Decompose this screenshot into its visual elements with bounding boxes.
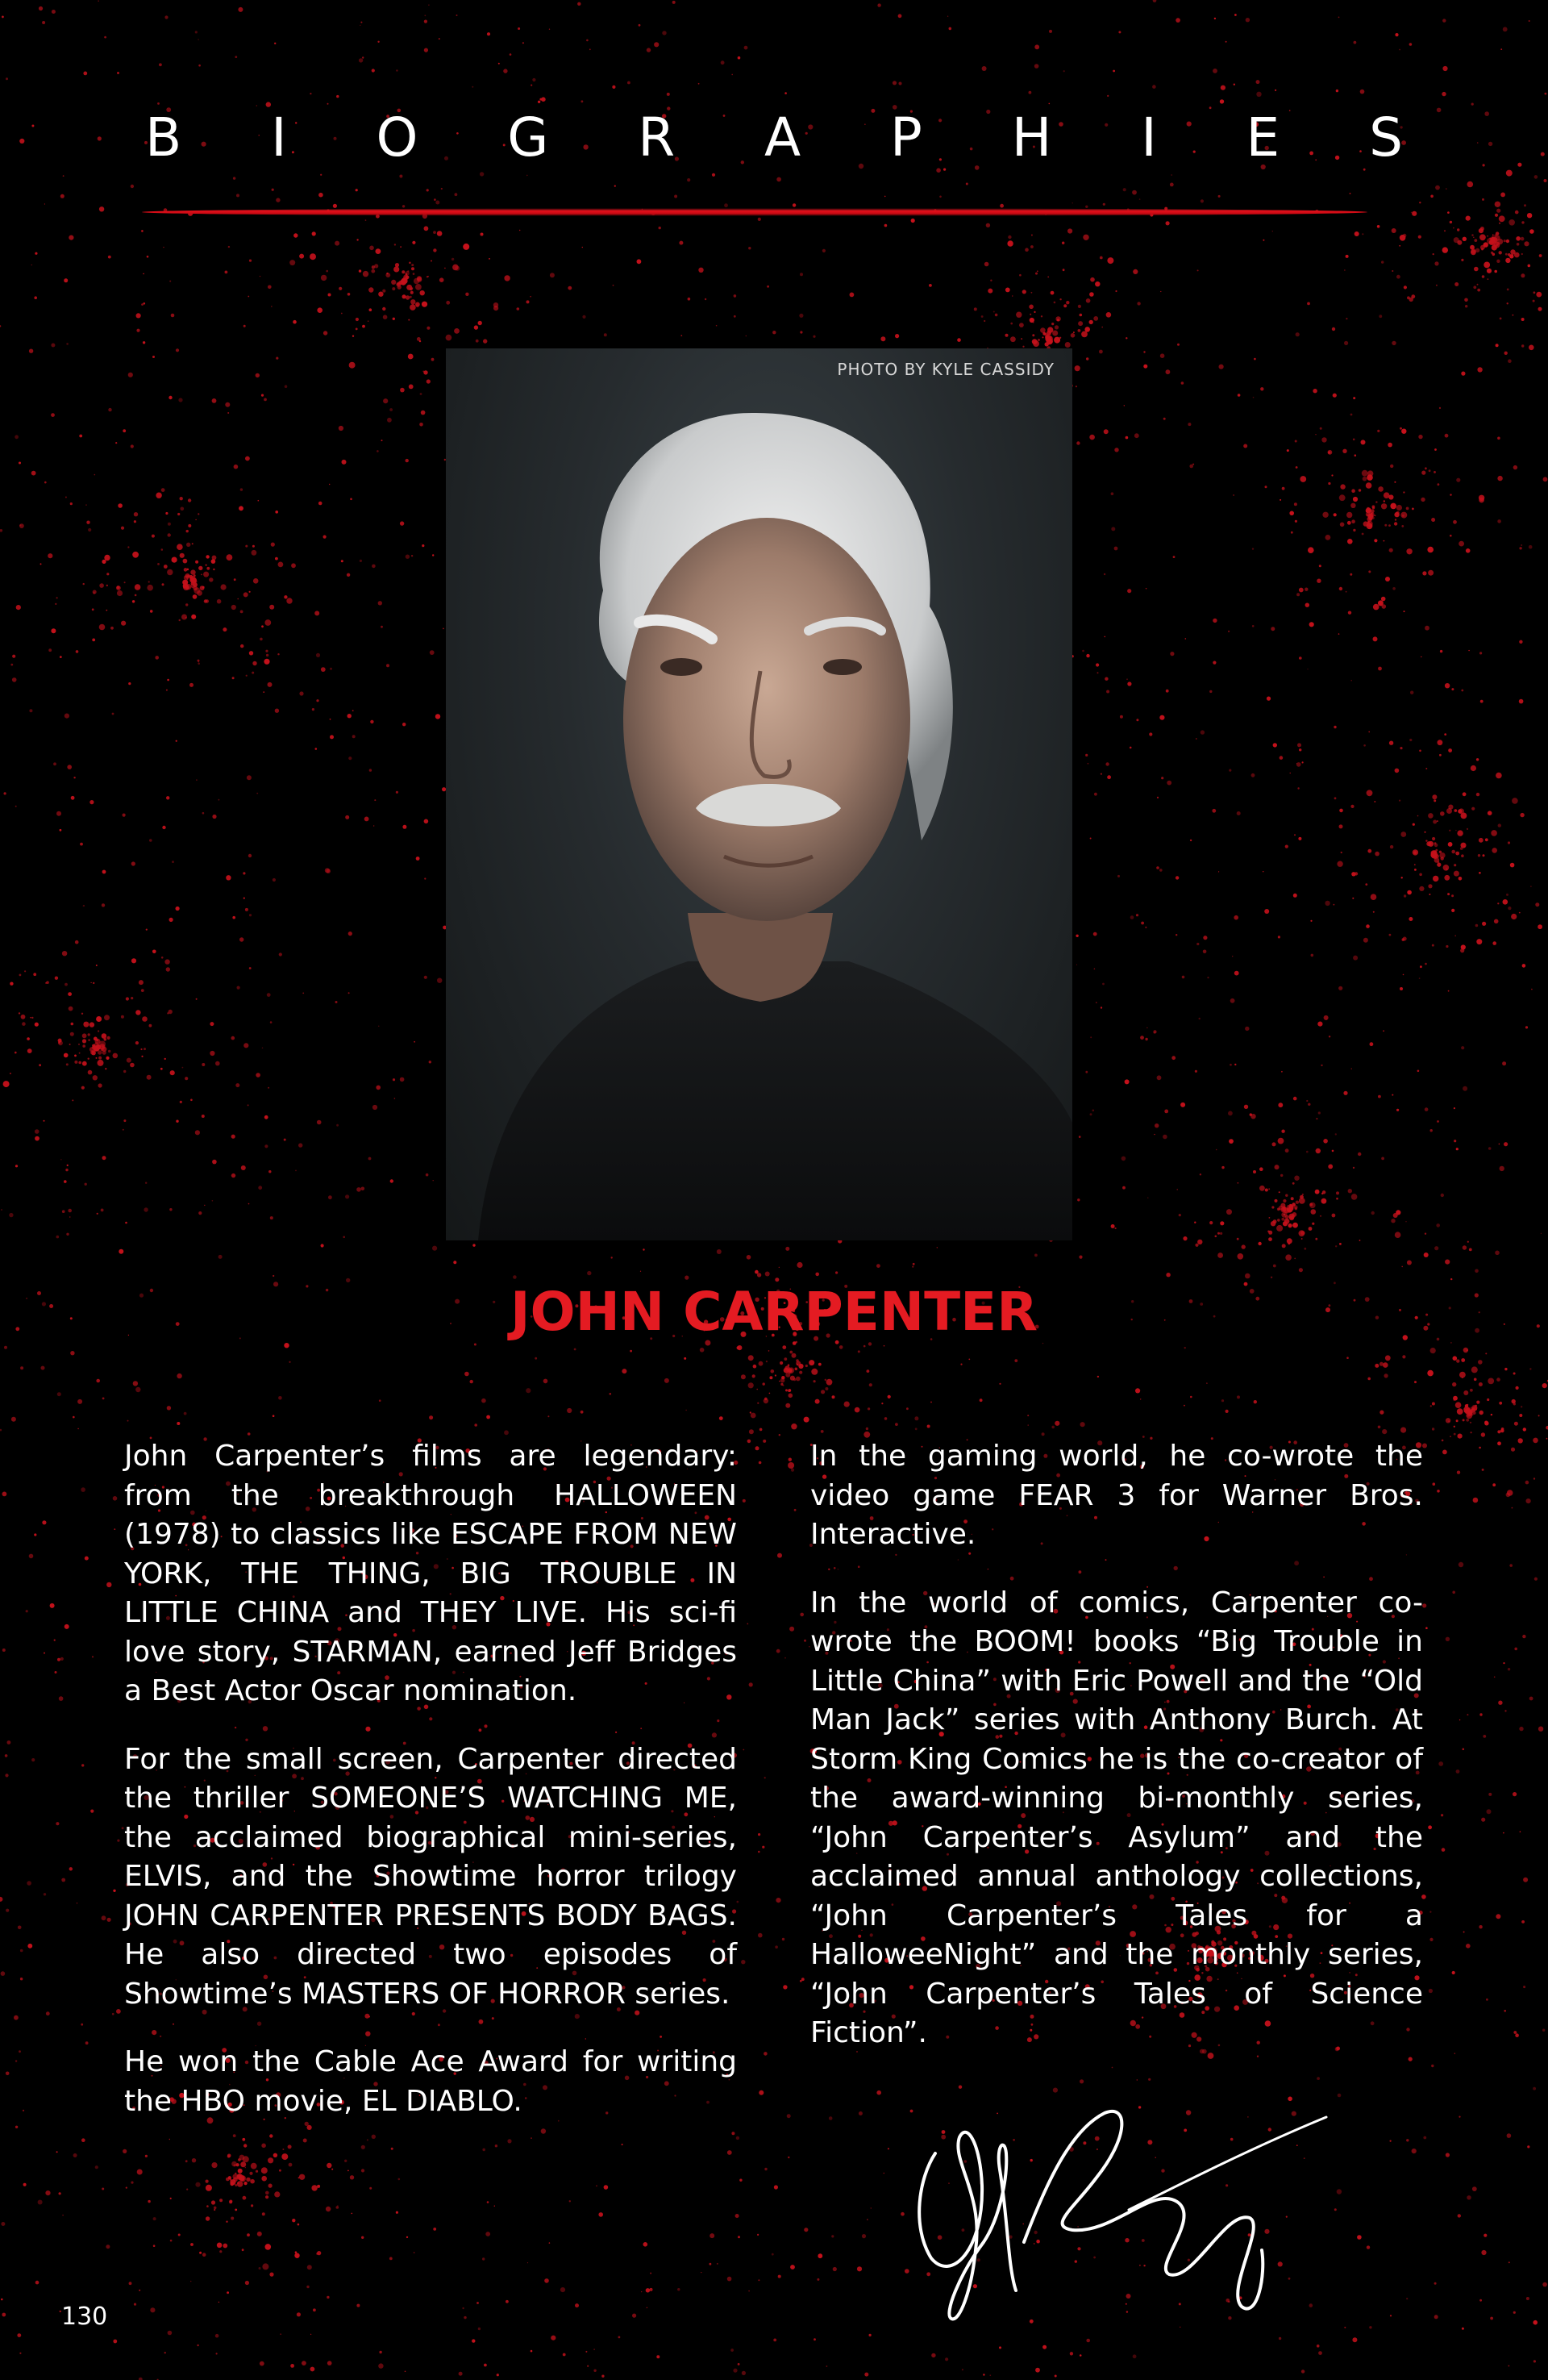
signature-graphic: [887, 2089, 1338, 2331]
bio-paragraph: He won the Cable Ace Award for writing the HBO movie, EL DIABLO.: [124, 2045, 737, 2118]
title-letter: G: [507, 106, 549, 169]
bio-paragraph: For the small screen, Carpenter directed the thriller SOMEONE’S WATCHING ME, the acclaimed biographical mini-series, ELVIS, and the Showtime horror trilogy JOHN CARPENTER PRESENTS BODY BAGS. He also directed two episodes of Showtime’s MASTERS OF HORROR series.: [124, 1742, 737, 2011]
portrait-photo: [446, 348, 1072, 1240]
photo-credit: PHOTO BY KYLE CASSIDY: [837, 360, 1055, 379]
title-letter: R: [638, 106, 676, 169]
portrait-illustration: [446, 348, 1072, 1240]
page-number: 130: [61, 2303, 108, 2331]
title-letter: H: [1011, 106, 1052, 169]
title-letter: E: [1246, 106, 1280, 169]
bio-paragraph: John Carpenter’s films are legendary: from the breakthrough HALLOWEEN (1978) to classics like ESCAPE FROM NEW YORK, THE THING, BIG TROUBLE IN LITTLE CHINA and THEY LIVE. His sci-fi love story, STARMAN, earned Jeff Bridges a Best Actor Oscar nomination.: [124, 1440, 737, 1707]
section-title: [145, 106, 1403, 169]
person-name: JOHN CARPENTER: [510, 1281, 1038, 1343]
bio-left-column: [124, 1437, 737, 2150]
title-letter: S: [1369, 106, 1403, 169]
title-letter: I: [1141, 106, 1157, 169]
bio-paragraph: In the gaming world, he co-wrote the video game FEAR 3 for Warner Bros. Interactive.: [810, 1440, 1423, 1551]
bio-right-column: [810, 1437, 1423, 2082]
title-letter: P: [890, 106, 922, 169]
bio-paragraph: In the world of comics, Carpenter co-wrote the BOOM! books “Big Trouble in Little China” with Eric Powell and the “Old Man Jack” series with Anthony Burch. At Storm King Comics he is the co-creator of the award-winning bi-monthly series, “John Carpenter’s Asylum” and the acclaimed annual anthology collections, “John Carpenter’s Tales for a HalloweeNight” and the monthly series, “John Carpenter’s Tales of Science Fiction”.: [810, 1586, 1423, 2049]
title-red-brush-stroke: [142, 208, 1367, 216]
title-letter: B: [145, 106, 182, 169]
title-letter: O: [376, 106, 418, 169]
title-letter: I: [271, 106, 287, 169]
title-letter: A: [764, 106, 801, 169]
